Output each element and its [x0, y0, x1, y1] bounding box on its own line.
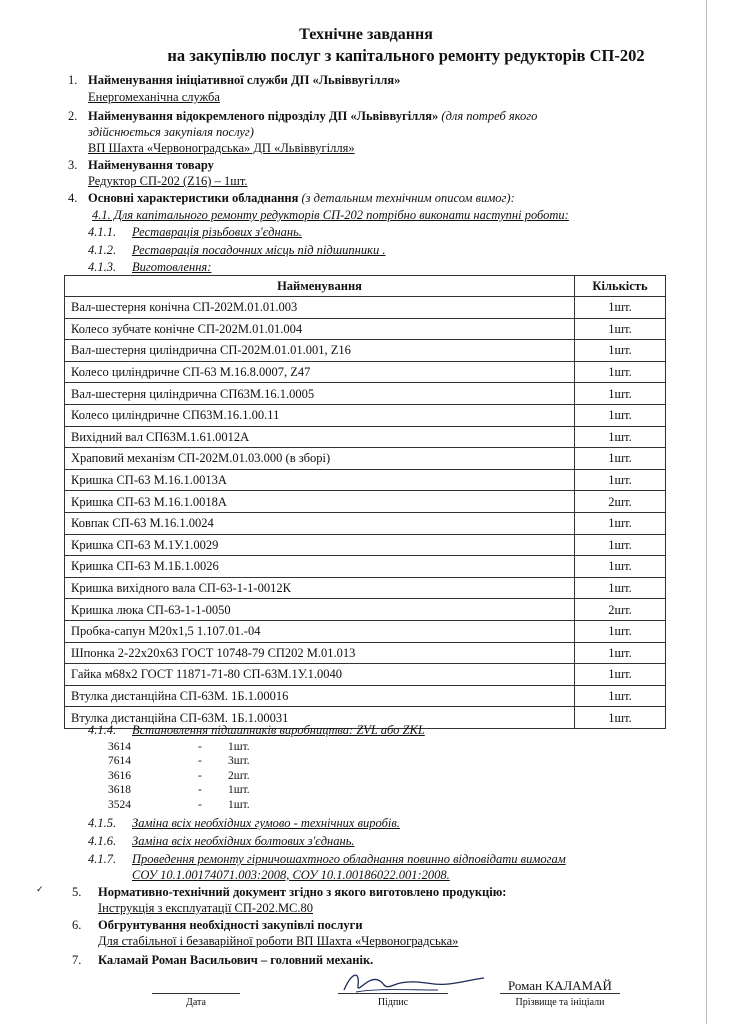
- table-row: [65, 620, 666, 642]
- bearing-dash: -: [198, 769, 202, 782]
- table-row: [65, 556, 666, 578]
- section-6-value: Для стабільної і безаварійної роботи ВП Шахта «Червоноградська»: [98, 934, 459, 948]
- document-title: Технічне завдання: [299, 26, 433, 43]
- signature-caption: Підпис: [377, 997, 409, 1008]
- part-qty: 1шт.: [575, 340, 666, 362]
- bearing-code: 3618: [108, 784, 131, 797]
- part-qty: 1шт.: [575, 404, 666, 426]
- part-qty: 2шт.: [575, 599, 666, 621]
- part-name: Кришка СП-63 М.1У.1.0029: [65, 534, 575, 556]
- signature-line: [338, 993, 448, 994]
- table-row: [65, 642, 666, 664]
- part-name: Кришка вихідного вала СП-63-1-1-0012К: [65, 577, 575, 599]
- scan-mark: ✓: [36, 884, 44, 894]
- table-row: [65, 318, 666, 340]
- document-subtitle: на закупівлю послуг з капітального ремонту редукторів СП-202: [167, 46, 645, 65]
- bearing-item: [108, 798, 250, 812]
- section-5-value: Інструкція з експлуатації СП-202.МС.80: [98, 901, 314, 915]
- part-name: Втулка дистанційна СП-63М. 1Б.1.00031: [65, 707, 575, 729]
- signer-name: Роман КАЛАМАЙ: [508, 978, 612, 993]
- table-row: [65, 383, 666, 405]
- part-name: Вал-шестерня циліндрична СП-202М.01.01.001, Z16: [65, 340, 575, 362]
- bearing-code: 3616: [108, 769, 131, 782]
- name-line: [500, 993, 620, 994]
- bearing-item: [108, 754, 250, 768]
- table-row: [65, 340, 666, 362]
- date-line: [152, 993, 240, 994]
- section-4-1-1: 4.1.1. Реставрація різьбових з'єднань.: [88, 225, 302, 239]
- part-name: Ковпак СП-63 М.16.1.0024: [65, 512, 575, 534]
- part-name: Втулка дистанційна СП-63М. 1Б.1.00016: [65, 685, 575, 707]
- table-row: [65, 685, 666, 707]
- bearing-qty: 1шт.: [228, 784, 250, 797]
- table-row: [65, 361, 666, 383]
- table-row: [65, 448, 666, 470]
- part-qty: 1шт.: [575, 685, 666, 707]
- section-4-1: 4.1. Для капітального ремонту редукторів СП-202 потрібно виконати наступні роботи:: [92, 208, 569, 222]
- part-name: Шпонка 2-22х20х63 ГОСТ 10748-79 СП202 М.01.013: [65, 642, 575, 664]
- part-qty: 1шт.: [575, 512, 666, 534]
- section-2-heading: 2. Найменування відокремленого підрозділу ДП «Львіввугілля» (для потреб якого: [68, 109, 538, 123]
- section-1-heading: 1. Найменування ініціативної служби ДП «Львіввугілля»: [68, 73, 401, 87]
- part-name: Колесо зубчате конічне СП-202М.01.01.004: [65, 318, 575, 340]
- part-qty: 1шт.: [575, 707, 666, 729]
- table-row: [65, 577, 666, 599]
- section-4-1-7: 4.1.7. Проведення ремонту гірничошахтного обладнання повинно відповідати вимогам: [88, 852, 566, 866]
- bearing-item: [108, 783, 250, 797]
- section-4-1-5: 4.1.5. Заміна всіх необхідних гумово - технічних виробів.: [88, 816, 400, 830]
- table-row: [65, 512, 666, 534]
- part-name: Храповий механізм СП-202М.01.03.000 (в зборі): [65, 448, 575, 470]
- bearing-code: 7614: [108, 755, 131, 768]
- part-name: Кришка СП-63 М.16.1.0018А: [65, 491, 575, 513]
- table-row: [65, 664, 666, 686]
- part-qty: 1шт.: [575, 534, 666, 556]
- parts-table: [64, 275, 666, 729]
- section-4-1-4: 4.1.4. Встановлення підшипників виробництва: ZVL або ZKL: [88, 723, 425, 737]
- bearing-dash: -: [198, 798, 202, 811]
- part-qty: 1шт.: [575, 642, 666, 664]
- section-5-heading: 5. Нормативно-технічний документ згідно з якого виготовлено продукцію:: [72, 885, 507, 899]
- part-qty: 1шт.: [575, 297, 666, 319]
- bearing-qty: 1шт.: [228, 798, 250, 811]
- section-2-note: здійснюється закупівля послуг): [88, 125, 254, 139]
- bearing-dash: -: [198, 755, 202, 768]
- part-qty: 1шт.: [575, 664, 666, 686]
- section-4-1-3: 4.1.3. Виготовлення:: [88, 260, 212, 274]
- header-qty: Кількість: [575, 276, 666, 297]
- part-name: Кришка СП-63 М.1Б.1.0026: [65, 556, 575, 578]
- part-qty: 1шт.: [575, 577, 666, 599]
- table-row: [65, 469, 666, 491]
- part-qty: 1шт.: [575, 620, 666, 642]
- name-caption: Прізвище та ініціали: [515, 997, 605, 1008]
- bearing-qty: 1шт.: [228, 741, 250, 753]
- page-edge-line: [706, 0, 707, 1024]
- part-name: Колесо циліндричне СП63М.16.1.00.11: [65, 404, 575, 426]
- bearing-qty: 3шт.: [228, 755, 250, 768]
- part-name: Гайка м68х2 ГОСТ 11871-71-80 СП-63М.1У.1.0040: [65, 664, 575, 686]
- bearing-item: [108, 740, 250, 754]
- table-body: [65, 297, 666, 729]
- section-2-value: ВП Шахта «Червоноградська» ДП «Львіввугілля»: [88, 141, 355, 155]
- part-qty: 1шт.: [575, 426, 666, 448]
- bearing-qty: 2шт.: [228, 769, 250, 782]
- part-name: Вал-шестерня конічна СП-202М.01.01.003: [65, 297, 575, 319]
- section-4-1-2: 4.1.2. Реставрація посадочних місць під підшипники .: [88, 243, 386, 257]
- table-row: [65, 534, 666, 556]
- part-name: Вихідний вал СП63М.1.61.0012А: [65, 426, 575, 448]
- table-row: [65, 599, 666, 621]
- table-header-row: [65, 276, 666, 297]
- section-4-heading: 4. Основні характеристики обладнання (з детальним технічним описом вимог):: [68, 191, 515, 205]
- section-1-value: Енергомеханічна служба: [88, 90, 220, 104]
- table-row: [65, 404, 666, 426]
- part-qty: 1шт.: [575, 361, 666, 383]
- part-qty: 1шт.: [575, 556, 666, 578]
- part-qty: 1шт.: [575, 469, 666, 491]
- section-4-1-7-standards: СОУ 10.1.00174071.003:2008, СОУ 10.1.00186022.001:2008.: [132, 868, 450, 882]
- part-name: Кришка люка СП-63-1-1-0050: [65, 599, 575, 621]
- part-name: Вал-шестерня циліндрична СП63М.16.1.0005: [65, 383, 575, 405]
- date-caption: Дата: [186, 997, 206, 1008]
- table-row: [65, 297, 666, 319]
- bearing-dash: -: [198, 784, 202, 797]
- part-qty: 2шт.: [575, 491, 666, 513]
- part-qty: 1шт.: [575, 383, 666, 405]
- header-name: Найменування: [65, 276, 575, 297]
- section-7-heading: 7. Каламай Роман Васильович – головний механік.: [72, 953, 374, 967]
- section-3-heading: 3. Найменування товару: [68, 158, 214, 172]
- table-row: [65, 491, 666, 513]
- bearing-code: 3524: [108, 798, 131, 811]
- section-3-value: Редуктор СП-202 (Z16) – 1шт.: [88, 174, 248, 188]
- part-qty: 1шт.: [575, 448, 666, 470]
- bearing-dash: -: [198, 741, 202, 753]
- section-6-heading: 6. Обгрунтування необхідності закупівлі послуги: [72, 918, 363, 932]
- part-name: Колесо циліндричне СП-63 М.16.8.0007, Z47: [65, 361, 575, 383]
- section-4-1-6: 4.1.6. Заміна всіх необхідних болтових з'єднань.: [88, 834, 355, 848]
- part-name: Кришка СП-63 М.16.1.0013А: [65, 469, 575, 491]
- part-qty: 1шт.: [575, 318, 666, 340]
- table-row: [65, 426, 666, 448]
- part-name: Пробка-сапун М20х1,5 1.107.01.-04: [65, 620, 575, 642]
- bearing-code: 3614: [108, 741, 131, 753]
- bearing-item: [108, 769, 250, 783]
